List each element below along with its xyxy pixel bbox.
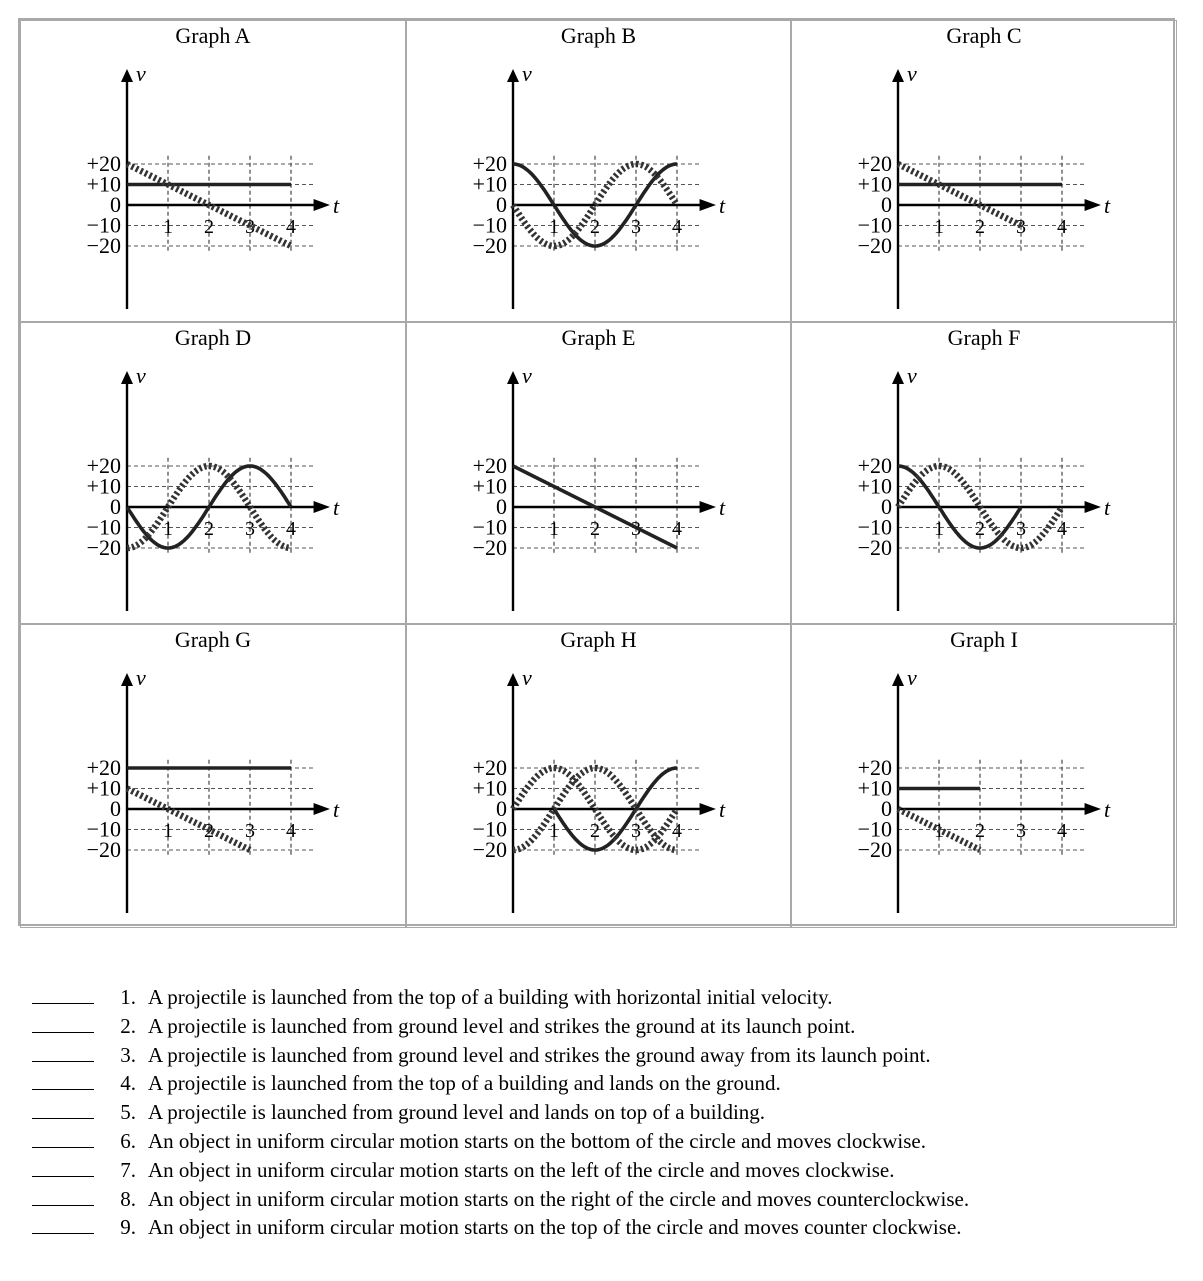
x-tick-label: 3 <box>631 820 641 842</box>
graph-title: Graph D <box>174 325 252 350</box>
question-text: A projectile is launched from the top of a building and lands on the ground. <box>148 1071 781 1096</box>
velocity-time-chart <box>407 625 792 927</box>
question-text: An object in uniform circular motion starts on the left of the circle and moves clockwise. <box>148 1157 895 1182</box>
x-tick-label: 2 <box>590 518 600 540</box>
x-axis-label: t <box>718 193 726 218</box>
y-axis-label: v <box>136 61 146 86</box>
y-tick-label: −20 <box>472 535 507 560</box>
y-tick-label: +10 <box>472 473 507 499</box>
x-tick-label: 1 <box>549 820 559 842</box>
graph-panel <box>20 322 406 624</box>
answer-blank[interactable] <box>32 1100 94 1119</box>
x-axis-arrow <box>314 199 330 211</box>
velocity-time-chart <box>792 21 1177 323</box>
y-tick-label: −10 <box>472 816 507 842</box>
y-tick-label: +10 <box>472 775 507 801</box>
x-tick-label: 4 <box>286 820 296 842</box>
x-tick-label: 2 <box>204 518 214 540</box>
y-tick-label: −20 <box>857 233 892 258</box>
x-tick-label: 3 <box>245 518 255 540</box>
y-axis-arrow <box>507 673 519 686</box>
y-tick-label: 0 <box>496 796 507 821</box>
question-text: A projectile is launched from the top of a building with horizontal initial velocity. <box>148 985 833 1009</box>
y-tick-label: −10 <box>86 514 121 540</box>
velocity-time-chart <box>792 323 1177 625</box>
question-text: An object in uniform circular motion starts on the bottom of the circle and moves clockwise. <box>148 1128 926 1153</box>
x-tick-label: 2 <box>204 820 214 842</box>
x-axis-arrow <box>1085 803 1101 815</box>
x-axis-label: t <box>1103 797 1111 822</box>
x-tick-label: 2 <box>590 820 600 842</box>
y-axis-arrow <box>121 69 133 82</box>
y-axis-label: v <box>136 363 146 388</box>
question-text: A projectile is launched from ground level and lands on top of a building. <box>148 1100 766 1125</box>
question-number: 7. <box>120 1157 136 1182</box>
y-tick-label: 0 <box>881 192 892 217</box>
question-item <box>32 1043 1192 1072</box>
question-text: A projectile is launched from ground level and strikes the ground at its launch point. <box>148 1013 856 1038</box>
y-axis-arrow <box>507 69 519 82</box>
graph-panel <box>406 20 791 322</box>
y-tick-label: 0 <box>881 796 892 821</box>
y-tick-label: −20 <box>86 233 121 258</box>
question-number: 1. <box>120 985 136 1009</box>
x-tick-label: 3 <box>631 518 641 540</box>
x-tick-label: 3 <box>245 820 255 842</box>
answer-blank[interactable] <box>32 1187 94 1206</box>
x-tick-label: 1 <box>549 216 559 238</box>
x-axis-arrow <box>1085 501 1101 513</box>
question-item <box>32 1215 1192 1244</box>
y-tick-label: +10 <box>86 171 121 197</box>
y-tick-label: +20 <box>472 151 507 176</box>
y-axis-arrow <box>121 371 133 384</box>
x-tick-label: 4 <box>672 216 682 238</box>
question-text: A projectile is launched from ground level and strikes the ground away from its launch point. <box>148 1042 931 1067</box>
y-tick-label: 0 <box>496 192 507 217</box>
x-tick-label: 3 <box>1016 518 1026 540</box>
y-tick-label: 0 <box>496 494 507 519</box>
x-tick-label: 1 <box>549 518 559 540</box>
question-text: An object in uniform circular motion starts on the top of the circle and moves counter clockwise. <box>148 1215 962 1240</box>
answer-blank[interactable] <box>32 1071 94 1090</box>
x-tick-label: 3 <box>631 216 641 238</box>
question-text: An object in uniform circular motion starts on the right of the circle and moves counterclockwise. <box>148 1186 970 1211</box>
y-tick-label: +20 <box>86 453 121 478</box>
x-axis-label: t <box>1103 193 1111 218</box>
y-tick-label: −10 <box>857 816 892 842</box>
y-axis-label: v <box>522 363 532 388</box>
x-tick-label: 2 <box>204 216 214 238</box>
y-tick-label: 0 <box>110 796 121 821</box>
x-tick-label: 4 <box>1057 820 1067 842</box>
graph-grid <box>18 18 1175 926</box>
y-tick-label: −20 <box>857 837 892 862</box>
x-axis-label: t <box>1103 495 1111 520</box>
graph-title: Graph C <box>946 23 1022 48</box>
y-tick-label: +10 <box>86 473 121 499</box>
graph-panel <box>791 20 1177 322</box>
y-tick-label: +20 <box>472 453 507 478</box>
y-tick-label: +20 <box>86 755 121 780</box>
graph-panel <box>20 20 406 322</box>
y-tick-label: +20 <box>86 151 121 176</box>
question-number: 8. <box>120 1186 136 1211</box>
velocity-time-chart <box>21 323 406 625</box>
x-tick-label: 3 <box>1016 216 1026 238</box>
y-axis-arrow <box>121 673 133 686</box>
y-tick-label: +20 <box>857 755 892 780</box>
series-dashed <box>127 789 250 851</box>
y-tick-label: −20 <box>86 535 121 560</box>
x-tick-label: 3 <box>245 216 255 238</box>
x-axis-arrow <box>700 199 716 211</box>
velocity-time-chart <box>407 21 792 323</box>
question-item <box>32 1100 1192 1129</box>
y-tick-label: −20 <box>857 535 892 560</box>
y-tick-label: 0 <box>881 494 892 519</box>
x-tick-label: 1 <box>163 820 173 842</box>
y-tick-label: +10 <box>472 171 507 197</box>
x-tick-label: 4 <box>1057 518 1067 540</box>
answer-blank[interactable] <box>32 1014 94 1033</box>
question-item <box>32 1129 1192 1158</box>
x-tick-label: 2 <box>975 216 985 238</box>
graph-title: Graph E <box>561 325 636 350</box>
x-tick-label: 3 <box>1016 820 1026 842</box>
velocity-time-chart <box>792 625 1177 927</box>
y-tick-label: +20 <box>857 151 892 176</box>
x-tick-label: 1 <box>934 820 944 842</box>
y-axis-label: v <box>907 61 917 86</box>
x-axis-label: t <box>332 193 340 218</box>
graph-title: Graph B <box>560 23 637 48</box>
x-axis-label: t <box>718 495 726 520</box>
x-tick-label: 1 <box>163 518 173 540</box>
x-tick-label: 4 <box>1057 216 1067 238</box>
y-tick-label: +10 <box>857 775 892 801</box>
graph-panel <box>406 624 791 928</box>
question-number: 3. <box>120 1042 136 1067</box>
x-tick-label: 1 <box>163 216 173 238</box>
y-axis-label: v <box>522 665 532 690</box>
y-axis-label: v <box>907 665 917 690</box>
graph-panel <box>406 322 791 624</box>
graph-title: Graph A <box>175 23 251 48</box>
x-tick-label: 4 <box>286 518 296 540</box>
x-tick-label: 1 <box>934 518 944 540</box>
graph-title: Graph H <box>560 627 637 652</box>
question-number: 9. <box>120 1215 136 1240</box>
y-tick-label: +10 <box>857 473 892 499</box>
y-tick-label: 0 <box>110 192 121 217</box>
x-tick-label: 2 <box>975 518 985 540</box>
x-axis-arrow <box>1085 199 1101 211</box>
x-axis-label: t <box>718 797 726 822</box>
y-tick-label: +20 <box>472 755 507 780</box>
y-tick-label: 0 <box>110 494 121 519</box>
x-tick-label: 4 <box>286 216 296 238</box>
x-axis-arrow <box>700 501 716 513</box>
y-axis-arrow <box>892 371 904 384</box>
velocity-time-chart <box>407 323 792 625</box>
velocity-time-chart <box>21 625 406 927</box>
question-number: 5. <box>120 1100 136 1125</box>
question-list <box>32 985 1192 1244</box>
x-tick-label: 4 <box>672 518 682 540</box>
answer-blank[interactable] <box>32 1129 94 1148</box>
y-axis-arrow <box>892 69 904 82</box>
y-tick-label: +10 <box>857 171 892 197</box>
answer-blank[interactable] <box>32 1158 94 1177</box>
y-axis-label: v <box>136 665 146 690</box>
y-tick-label: −20 <box>472 233 507 258</box>
y-axis-label: v <box>522 61 532 86</box>
question-item <box>32 1187 1192 1216</box>
question-item <box>32 1071 1192 1100</box>
graph-panel <box>791 322 1177 624</box>
graph-title: Graph I <box>950 627 1018 652</box>
x-tick-label: 2 <box>975 820 985 842</box>
answer-blank[interactable] <box>32 985 94 1004</box>
y-tick-label: −10 <box>857 212 892 238</box>
y-tick-label: −20 <box>472 837 507 862</box>
x-tick-label: 1 <box>934 216 944 238</box>
question-number: 6. <box>120 1128 136 1153</box>
y-tick-label: −10 <box>857 514 892 540</box>
graph-title: Graph G <box>174 627 252 652</box>
question-number: 4. <box>120 1071 136 1096</box>
velocity-time-chart <box>21 21 406 323</box>
x-tick-label: 4 <box>672 820 682 842</box>
x-axis-label: t <box>332 797 340 822</box>
graph-title: Graph F <box>947 325 1021 350</box>
answer-blank[interactable] <box>32 1215 94 1234</box>
y-tick-label: +10 <box>86 775 121 801</box>
y-axis-label: v <box>907 363 917 388</box>
x-axis-arrow <box>314 501 330 513</box>
x-axis-arrow <box>700 803 716 815</box>
y-tick-label: −10 <box>472 212 507 238</box>
question-item <box>32 1158 1192 1187</box>
question-item <box>32 1014 1192 1043</box>
graph-panel <box>20 624 406 928</box>
graph-panel <box>791 624 1177 928</box>
y-tick-label: −10 <box>86 212 121 238</box>
x-axis-label: t <box>332 495 340 520</box>
y-tick-label: +20 <box>857 453 892 478</box>
question-number: 2. <box>120 1013 136 1038</box>
answer-blank[interactable] <box>32 1043 94 1062</box>
y-axis-arrow <box>892 673 904 686</box>
y-axis-arrow <box>507 371 519 384</box>
y-tick-label: −20 <box>86 837 121 862</box>
x-tick-label: 2 <box>590 216 600 238</box>
y-tick-label: −10 <box>472 514 507 540</box>
x-axis-arrow <box>314 803 330 815</box>
series-dashed <box>898 164 1021 226</box>
y-tick-label: −10 <box>86 816 121 842</box>
question-item <box>32 985 1192 1014</box>
